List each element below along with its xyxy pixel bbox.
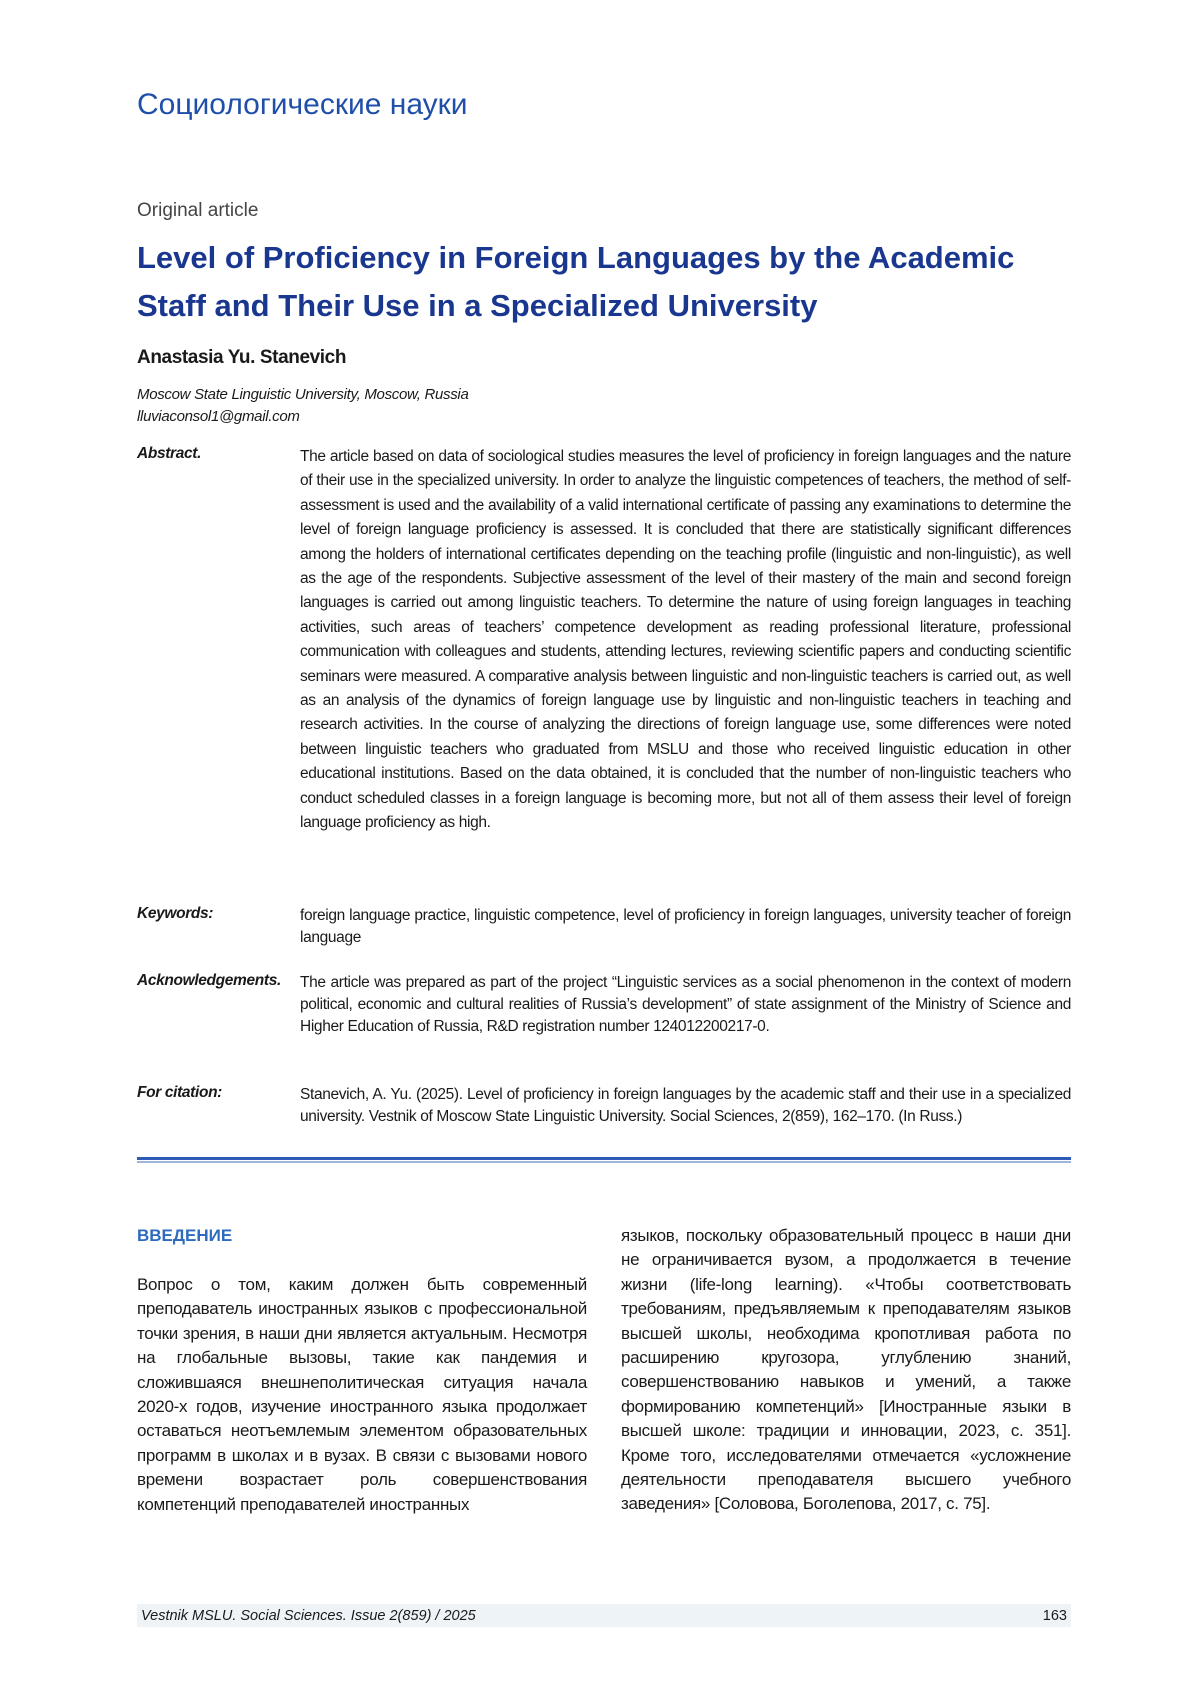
body-column-left: Вопрос о том, каким должен быть современный преподаватель иностранных языков с профессиональной точки зрения, в наши дни является актуальным. Несмотря на глобальные вызовы, такие как пандемия и сложившаяся внешнеполитическая ситуация начала 2020-х годов, изучение иностранного языка продолжает оставаться неотъемлемым элементом образовательных программ в школах и в вузах. В связи с вызовами нового времени возрастает роль совершенствования компетенций преподавателей иностранных bbox=[137, 1273, 587, 1517]
author-name: Anastasia Yu. Stanevich bbox=[137, 347, 346, 369]
citation-text: Stanevich, A. Yu. (2025). Level of proficiency in foreign languages by the academic staff and their use in a specialized university. Vestnik of Moscow State Linguistic University. Social Sciences, 2(859), 162–170. (In Russ.) bbox=[300, 1084, 1071, 1128]
keywords-text: foreign language practice, linguistic competence, level of proficiency in foreign languages, university teacher of foreign language bbox=[300, 905, 1071, 949]
article-title: Level of Proficiency in Foreign Languages by the Academic Staff and Their Use in a Specialized University bbox=[137, 234, 1077, 330]
keywords-label: Keywords: bbox=[137, 905, 300, 949]
acknowledgements-section bbox=[137, 972, 1071, 1038]
citation-section bbox=[137, 1084, 1071, 1128]
double-divider bbox=[137, 1157, 1071, 1163]
citation-label: For citation: bbox=[137, 1084, 300, 1128]
author-affiliation bbox=[137, 384, 469, 428]
abstract-section bbox=[137, 445, 1071, 836]
acknowledgements-label: Acknowledgements. bbox=[137, 972, 300, 1038]
section-heading: ВВЕДЕНИЕ bbox=[137, 1226, 232, 1246]
page-number: 163 bbox=[1043, 1608, 1067, 1624]
author-email[interactable]: lluviaconsol1@gmail.com bbox=[137, 406, 469, 428]
abstract-label: Abstract. bbox=[137, 445, 300, 836]
journal-issue: Vestnik MSLU. Social Sciences. Issue 2(859) / 2025 bbox=[141, 1608, 476, 1624]
affiliation: Moscow State Linguistic University, Moscow, Russia bbox=[137, 384, 469, 406]
article-type: Original article bbox=[137, 200, 258, 222]
acknowledgements-text: The article was prepared as part of the project “Linguistic services as a social phenomenon in the context of modern political, economic and cultural realities of Russia’s development” of state assignment of the Ministry of Science and Higher Education of Russia, R&D registration number 124012200217-0. bbox=[300, 972, 1071, 1038]
body-column-right: языков, поскольку образовательный процесс в наши дни не ограничивается вузом, а продолжается в течение жизни (life-long learning). «Чтобы соответствовать требованиям, предъявляемым к преподавателям языков высшей школы, необходима кропотливая работа по расширению кругозора, углублению знаний, совершенствованию навыков и умений, а также формированию компетенций» [Иностранные языки в высшей школе: традиции и инновации, 2023, с. 351]. Кроме того, исследователями отмечается «усложнение деятельности преподавателя высшего учебного заведения» [Соловова, Боголепова, 2017, с. 75]. bbox=[621, 1224, 1071, 1517]
abstract-text: The article based on data of sociological studies measures the level of proficiency in foreign languages and the nature of their use in the specialized university. In order to analyze the linguistic competences of teachers, the method of self-assessment is used and the availability of a valid international certificate of passing any examinations to determine the level of foreign language proficiency is assessed. It is concluded that there are statistically significant differences among the holders of international certificates depending on the teaching profile (linguistic and non-linguistic), as well as the age of the respondents. Subjective assessment of the level of their mastery of the main and second foreign languages is carried out among linguistic teachers. To determine the nature of using foreign languages in teaching activities, such areas of teachers’ competence development as reading professional literature, professional communication with colleagues and students, attending lectures, reviewing scientific papers and conducting scientific seminars were measured. A comparative analysis between linguistic and non-linguistic teachers is carried out, as well as an analysis of the dynamics of foreign language use by linguistic and non-linguistic teachers in teaching and research activities. In the course of analyzing the directions of foreign language use, some differences were noted between linguistic teachers who graduated from MSLU and those who received linguistic education in other educational institutions. Based on the data obtained, it is concluded that the number of non-linguistic teachers who conduct scheduled classes in a foreign language is becoming more, but not all of them assess their level of foreign language proficiency as high. bbox=[300, 445, 1071, 836]
keywords-section bbox=[137, 905, 1071, 949]
section-title: Социологические науки bbox=[137, 88, 468, 122]
page-footer bbox=[137, 1604, 1071, 1627]
